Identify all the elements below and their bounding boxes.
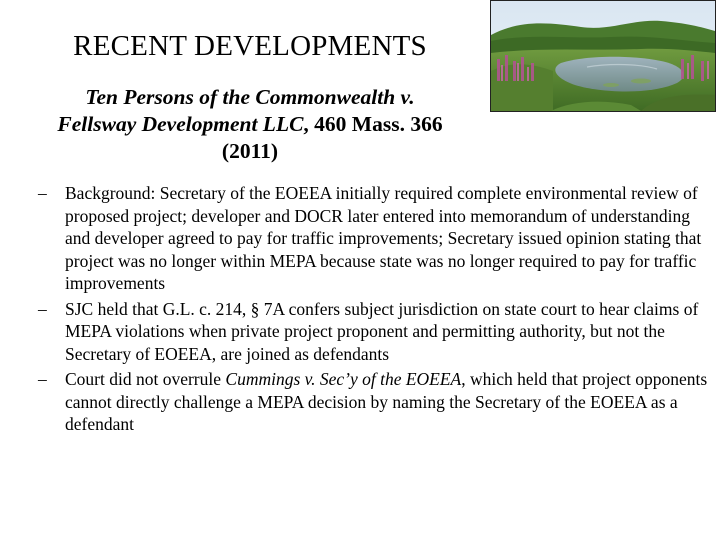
bullet-item	[38, 298, 708, 366]
bullet-marker: –	[38, 183, 47, 203]
bullet-marker: –	[38, 369, 47, 389]
bullet-item	[38, 182, 708, 295]
case-heading-line-1: Ten Persons of the Commonwealth v.	[85, 85, 415, 109]
bullet-item	[38, 368, 708, 436]
case-reference-italic: Cummings v. Sec’y of the EOEEA	[225, 369, 462, 389]
case-citation: , 460 Mass. 366	[303, 112, 443, 136]
bullet-text-after: , which held that project opponents cannot directly challenge a MEPA decision by naming the Secretary of the EOEEA as a defendant	[65, 369, 708, 434]
bullet-text	[65, 368, 708, 436]
bullet-text: Background: Secretary of the EOEEA initially required complete environmental review of proposed project; developer and DOCR later entered into memorandum of understanding and developer agreed to pay for traffic improvements; Secretary issued opinion stating that project was no longer within MEPA because state was no longer required to pay for traffic improvements	[65, 183, 702, 293]
slide-title: RECENT DEVELOPMENTS	[73, 30, 427, 62]
case-heading-line-2	[0, 111, 500, 138]
bullet-marker: –	[38, 298, 47, 319]
bullet-text-before: Court did not overrule	[65, 369, 226, 389]
wetland-pond-photo	[490, 0, 716, 112]
case-name-italic: Fellsway Development LLC	[57, 112, 304, 136]
bullet-text: SJC held that G.L. c. 214, § 7A confers subject jurisdiction on state court to hear claims of MEPA violations when private project proponent and permitting authority, but not the Secretary of EOEEA, are joined as defendants	[65, 298, 699, 364]
case-year: (2011)	[221, 139, 279, 163]
case-heading	[0, 84, 500, 165]
bullet-list	[38, 182, 708, 439]
